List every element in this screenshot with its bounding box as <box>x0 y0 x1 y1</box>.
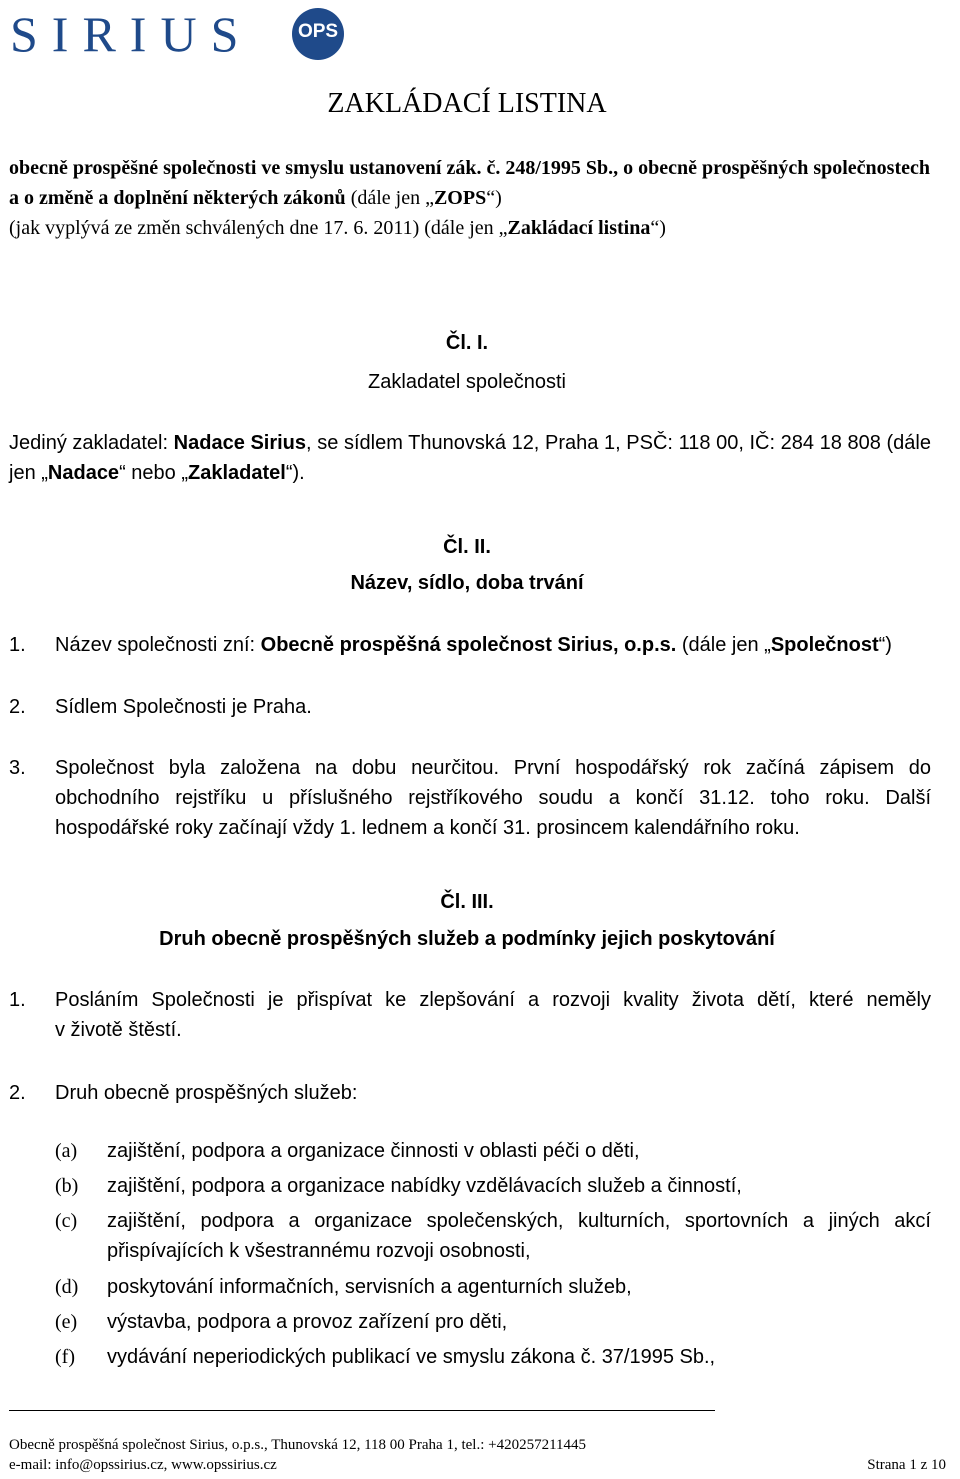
cl3-number: Čl. III. <box>440 891 494 913</box>
cl1-p3: “ nebo „ <box>119 462 188 484</box>
service-label: (b) <box>55 1175 79 1197</box>
cl2-item1-name: Obecně prospěšná společnost Sirius, o.p.s. <box>260 634 677 656</box>
subtitle-zops: ZOPS <box>433 187 487 209</box>
cl2-item1-spol: Společnost <box>770 634 879 656</box>
cl2-item1-c: “) <box>878 634 892 656</box>
service-text: zajištění, podpora a organizace nabídky vzdělávacích služeb a činností, <box>107 1175 742 1197</box>
cl1-p4: “). <box>285 462 305 484</box>
subtitle-part3: “) <box>486 187 502 209</box>
document-subtitle <box>9 153 931 243</box>
cl1-nadace: Nadace <box>47 462 120 484</box>
cl3-item1-line2: v životě štěstí. <box>55 1019 182 1041</box>
cl2-number: Čl. II. <box>443 536 491 558</box>
service-label: (c) <box>55 1210 78 1232</box>
logo-text: SIRIUS <box>10 6 253 62</box>
footer-divider <box>9 1410 715 1411</box>
service-label: (e) <box>55 1311 78 1333</box>
cl2-item2: Sídlem Společnosti je Praha. <box>55 696 312 718</box>
cl1-p1: Jediný zakladatel: <box>9 432 174 454</box>
subtitle-part4: (jak vyplývá ze změn schválených dne 17. 6. 2011) (dále jen „ <box>9 217 508 239</box>
cl1-zakladatel: Zakladatel <box>188 462 286 484</box>
cl2-item3-line2: obchodního rejstříku u příslušného rejstříkového soudu a končí 31.12. toho roku. Další <box>55 787 931 809</box>
subtitle-part1: obecně prospěšné společnosti ve smyslu ustanovení zák. č. 248/1995 Sb., o obecně prospěšných společnostech a o změně a doplnění některých zákonů <box>9 157 930 209</box>
service-text: poskytování informačních, servisních a agenturních služeb, <box>107 1276 632 1298</box>
cl3-item1-line1: Posláním Společnosti je přispívat ke zlepšování a rozvoji kvality života dětí, které neměly <box>55 989 931 1011</box>
subtitle-part5: “) <box>650 217 666 239</box>
cl1-heading: Zakladatel společnosti <box>368 371 566 393</box>
service-text: výstavba, podpora a provoz zařízení pro děti, <box>107 1311 508 1333</box>
service-text-continued: přispívajících k všestrannému rozvoji osobnosti, <box>107 1240 531 1262</box>
footer-contact: e-mail: info@opssirius.cz, www.opssirius.cz <box>9 1457 277 1473</box>
cl1-paragraph <box>9 428 931 488</box>
cl2-item2-number: 2. <box>9 696 26 718</box>
ops-badge-icon <box>292 8 344 60</box>
cl3-heading: Druh obecně prospěšných služeb a podmínky jejich poskytování <box>159 928 775 950</box>
service-label: (d) <box>55 1276 79 1298</box>
cl2-item3-number: 3. <box>9 757 26 779</box>
cl3-item2-number: 2. <box>9 1082 26 1104</box>
subtitle-zl: Zakládací listina <box>507 217 651 239</box>
cl1-number: Čl. I. <box>445 332 489 354</box>
footer-address: Obecně prospěšná společnost Sirius, o.p.s., Thunovská 12, 118 00 Praha 1, tel.: +420257211445 <box>9 1437 587 1453</box>
cl2-item1 <box>55 630 931 660</box>
document-title: ZAKLÁDACÍ LISTINA <box>327 88 607 119</box>
subtitle-part2: (dále jen „ <box>345 187 434 209</box>
cl1-nadace-sirius: Nadace Sirius <box>173 432 307 454</box>
service-text: zajištění, podpora a organizace činnosti v oblasti péči o děti, <box>107 1140 640 1162</box>
cl3-item2: Druh obecně prospěšných služeb: <box>55 1082 358 1104</box>
page-number: Strana 1 z 10 <box>867 1457 946 1473</box>
ops-badge-text: OPS <box>297 21 339 42</box>
cl2-item1-number: 1. <box>9 634 26 656</box>
service-label: (a) <box>55 1140 78 1162</box>
cl2-item1-b: (dále jen „ <box>676 634 771 656</box>
service-label: (f) <box>55 1346 75 1368</box>
cl1-p2: , se sídlem Thunovská 12, Praha 1, PSČ: 118 00, IČ: 284 18 808 (dále jen „ <box>9 432 931 484</box>
cl2-item3-line1: Společnost byla založena na dobu neurčitou. První hospodářský rok začíná zápisem do <box>55 757 931 779</box>
sirius-logo <box>10 4 350 60</box>
cl2-item3-line3: hospodářské roky začínají vždy 1. lednem a končí 31. prosincem kalendářního roku. <box>55 817 800 839</box>
service-text: zajištění, podpora a organizace společenských, kulturních, sportovních a jiných akcí <box>107 1210 931 1232</box>
cl2-heading: Název, sídlo, doba trvání <box>350 572 584 594</box>
cl2-item1-a: Název společnosti zní: <box>55 634 261 656</box>
service-text: vydávání neperiodických publikací ve smyslu zákona č. 37/1995 Sb., <box>107 1346 716 1368</box>
cl3-item1-number: 1. <box>9 989 26 1011</box>
